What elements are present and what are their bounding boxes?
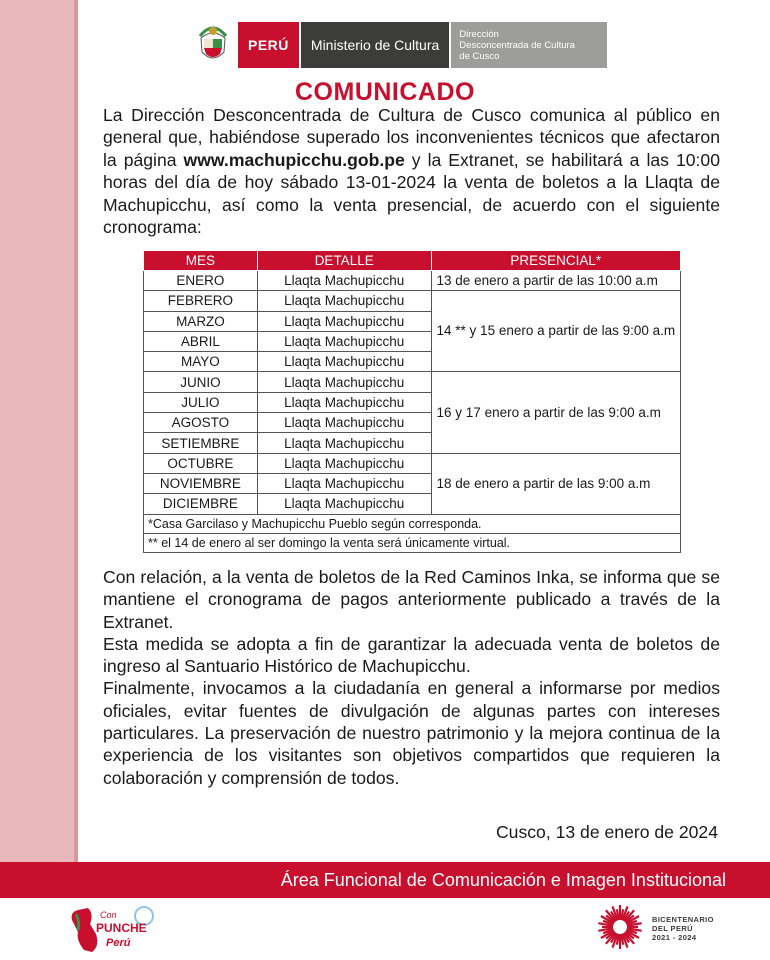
table-header-row: [144, 251, 681, 271]
header-presencial: PRESENCIAL*: [431, 251, 680, 271]
cell-detalle: Llaqta Machupicchu: [257, 413, 431, 433]
table-row: [144, 271, 681, 291]
cell-mes: DICIEMBRE: [144, 494, 258, 514]
header-mes: MES: [144, 251, 258, 271]
direccion-line: Desconcentrada de Cultura: [459, 39, 575, 51]
cell-mes: NOVIEMBRE: [144, 473, 258, 493]
cell-mes: MAYO: [144, 352, 258, 372]
cell-detalle: Llaqta Machupicchu: [257, 291, 431, 311]
cell-detalle: Llaqta Machupicchu: [257, 372, 431, 392]
side-bar-edge: [74, 0, 78, 960]
cell-detalle: Llaqta Machupicchu: [257, 271, 431, 291]
cell-detalle: Llaqta Machupicchu: [257, 473, 431, 493]
cell-detalle: Llaqta Machupicchu: [257, 494, 431, 514]
coat-of-arms-icon: [196, 22, 230, 68]
header-detalle: DETALLE: [257, 251, 431, 271]
body-paragraph: Esta medida se adopta a fin de garantizar la adecuada venta de boletos de ingreso al Santuario Histórico de Machupicchu.: [103, 633, 720, 677]
con-punche-peru-logo-icon: [66, 900, 162, 958]
bicentenario-line: 2021 - 2024: [652, 933, 697, 942]
cell-mes: SETIEMBRE: [144, 433, 258, 453]
body-paragraph: Finalmente, invocamos a la ciudadanía en general a informarse por medios oficiales, evitar fuentes de divulgación de algunas partes con intereses particulares. La preservación de nuestro patrimonio y la mejora continua de la experiencia de los visitantes son objetivos compartidos que requieren la colaboración y comprensión de todos.: [103, 678, 720, 788]
cell-mes: MARZO: [144, 311, 258, 331]
logo-left-text: PUNCHE: [96, 921, 147, 935]
schedule-table: [143, 250, 681, 553]
ministry-header: [196, 22, 607, 68]
cell-mes: ENERO: [144, 271, 258, 291]
cell-mes: JUNIO: [144, 372, 258, 392]
table-row: [144, 453, 681, 473]
cell-mes: JULIO: [144, 392, 258, 412]
intro-paragraph: [103, 104, 720, 238]
cell-mes: AGOSTO: [144, 413, 258, 433]
table-note-row: [144, 533, 681, 552]
cell-detalle: Llaqta Machupicchu: [257, 331, 431, 351]
direccion-label: [449, 22, 607, 68]
cell-presencial: 14 ** y 15 enero a partir de las 9:00 a.m: [431, 291, 680, 372]
logo-left-text: Perú: [106, 937, 131, 949]
bicentenario-text: [652, 915, 714, 942]
table-note-row: [144, 514, 681, 533]
cell-mes: OCTUBRE: [144, 453, 258, 473]
side-decorative-bar: [0, 0, 74, 960]
footer-area-label: Área Funcional de Comunicación e Imagen Institucional: [280, 870, 726, 890]
intro-text-after: y la Extranet, se habilitará a las 10:00 horas del día de hoy sábado 13-01-2024 la venta de boletos a la Llaqta de Machupicchu, así como la venta presencial, de acuerdo con el siguiente cronograma:: [103, 149, 720, 238]
body-text: [103, 566, 720, 789]
body-paragraph: Con relación, a la venta de boletos de la Red Caminos Inka, se informa que se mantiene el cronograma de pagos anteriormente publicado a través de la Extranet.: [103, 567, 720, 632]
cell-mes: FEBRERO: [144, 291, 258, 311]
cell-detalle: Llaqta Machupicchu: [257, 311, 431, 331]
cell-presencial: 13 de enero a partir de las 10:00 a.m: [431, 271, 680, 291]
cell-presencial: 18 de enero a partir de las 9:00 a.m: [431, 453, 680, 514]
page-title: COMUNICADO: [295, 78, 475, 106]
intro-text-before: La Dirección Desconcentrada de Cultura de Cusco comunica al público en general que, habiéndose superado los inconvenientes técnicos que afectaron la página: [103, 105, 720, 170]
cell-detalle: Llaqta Machupicchu: [257, 392, 431, 412]
direccion-line: Dirección: [459, 28, 499, 40]
logo-left-text: Con: [100, 910, 117, 920]
table-row: [144, 291, 681, 311]
cell-detalle: Llaqta Machupicchu: [257, 453, 431, 473]
table-note: *Casa Garcilaso y Machupicchu Pueblo según corresponda.: [144, 514, 681, 533]
cell-presencial: 16 y 17 enero a partir de las 9:00 a.m: [431, 372, 680, 453]
bicentenario-line: BICENTENARIO: [652, 915, 714, 924]
peru-label: PERÚ: [238, 22, 299, 68]
cell-detalle: Llaqta Machupicchu: [257, 433, 431, 453]
bicentenario-line: DEL PERÚ: [652, 924, 693, 933]
ministerio-label: Ministerio de Cultura: [299, 22, 449, 68]
cell-mes: ABRIL: [144, 331, 258, 351]
direccion-line: de Cusco: [459, 50, 500, 62]
table-row: [144, 372, 681, 392]
table-note: ** el 14 de enero al ser domingo la venta será únicamente virtual.: [144, 533, 681, 552]
cell-detalle: Llaqta Machupicchu: [257, 352, 431, 372]
website-link[interactable]: www.machupicchu.gob.pe: [183, 149, 405, 170]
date-line: Cusco, 13 de enero de 2024: [495, 822, 718, 842]
